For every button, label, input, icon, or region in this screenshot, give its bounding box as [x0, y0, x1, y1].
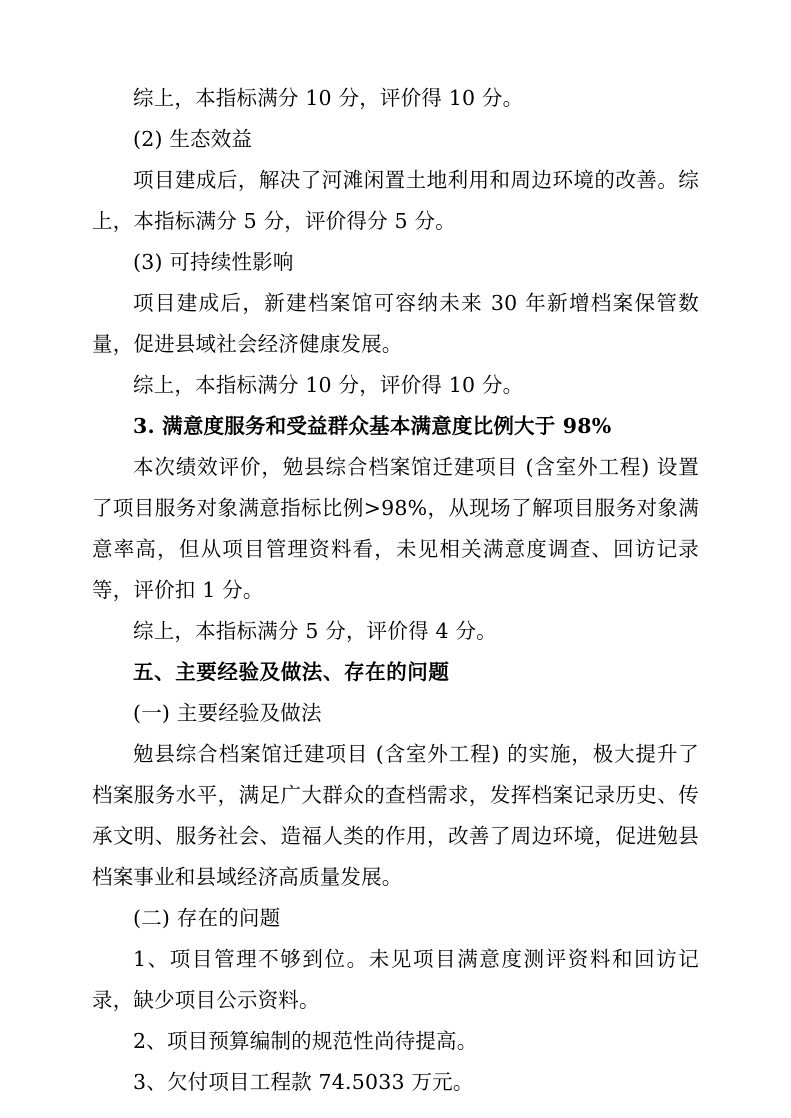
paragraph-eco-detail: 项目建成后，解决了河滩闲置土地利用和周边环境的改善。综上，本指标满分 5 分，评价得分 5 分。 [92, 168, 699, 233]
document-body [92, 78, 699, 1103]
heading-section-five: 五、主要经验及做法、存在的问题 [133, 660, 450, 684]
paragraph-sub-two: (二) 存在的问题 [133, 906, 281, 930]
paragraph-problem-2: 2、项目预算编制的规范性尚待提高。 [133, 1029, 478, 1053]
paragraph-item-2-eco: (2) 生态效益 [133, 127, 253, 151]
paragraph-summary-10-2: 综上，本指标满分 10 分，评价得 10 分。 [133, 373, 524, 397]
paragraph-experience-detail: 勉县综合档案馆迁建项目 (含室外工程) 的实施，极大提升了档案服务水平，满足广大群众的查档需求，发挥档案记录历史、传承文明、服务社会、造福人类的作用，改善了周边环境，促进勉县档案事业和县域经济高质量发展。 [92, 742, 699, 889]
paragraph-problem-1: 1、项目管理不够到位。未见项目满意度测评资料和回访记录，缺少项目公示资料。 [92, 947, 699, 1012]
paragraph-sustain-detail: 项目建成后，新建档案馆可容纳未来 30 年新增档案保管数量，促进县域社会经济健康发展。 [92, 291, 699, 356]
paragraph-satisfaction-detail: 本次绩效评价，勉县综合档案馆迁建项目 (含室外工程) 设置了项目服务对象满意指标比例>98%，从现场了解项目服务对象满意率高，但从项目管理资料看，未见相关满意度调查、回访记录等，评价扣 1 分。 [92, 455, 699, 602]
paragraph-summary-10-1: 综上，本指标满分 10 分，评价得 10 分。 [133, 86, 524, 110]
paragraph-satisfaction-title: 3. 满意度服务和受益群众基本满意度比例大于 98% [133, 414, 612, 438]
paragraph-item-3-sustain: (3) 可持续性影响 [133, 250, 294, 274]
paragraph-summary-5: 综上，本指标满分 5 分，评价得 4 分。 [133, 619, 497, 643]
paragraph-sub-one: (一) 主要经验及做法 [133, 701, 322, 725]
paragraph-problem-3: 3、欠付项目工程款 74.5033 万元。 [133, 1070, 474, 1094]
